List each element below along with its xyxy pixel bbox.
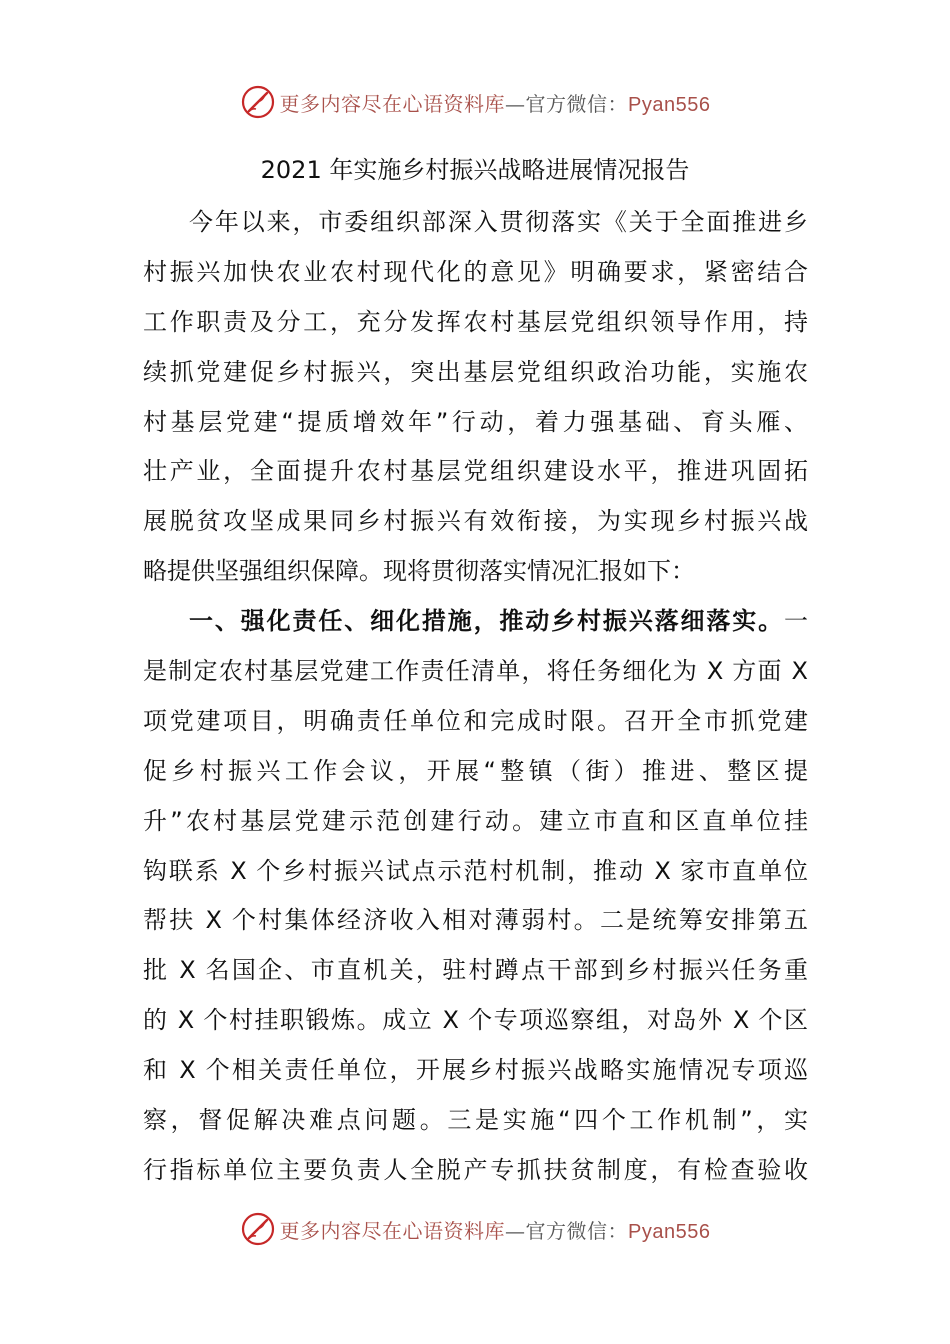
paragraph-line: 的 X 个村挂职锻炼。成立 X 个专项巡察组，对岛外 X 个区 <box>143 1006 808 1035</box>
paragraph-line: 批 X 名国企、市直机关，驻村蹲点干部到乡村振兴任务重 <box>143 956 808 985</box>
paragraph-line: 和 X 个相关责任单位，开展乡村振兴战略实施情况专项巡 <box>143 1056 808 1085</box>
quill-logo-icon <box>240 84 276 120</box>
watermark-text <box>280 88 711 117</box>
paragraph-line: 续抓党建促乡村振兴，突出基层党组织政治功能，实施农 <box>143 357 808 386</box>
paragraph-line: 工作职责及分工，充分发挥农村基层党组织领导作用，持 <box>143 307 808 336</box>
footer-watermark-banner <box>0 1207 950 1251</box>
paragraph-line: 展脱贫攻坚成果同乡村振兴有效衔接，为实现乡村振兴战 <box>143 507 808 536</box>
section-first-tail: 一 <box>784 607 808 636</box>
section-heading: 一、强化责任、细化措施，推动乡村振兴落细落实。 <box>189 607 784 636</box>
document-body <box>143 198 808 1196</box>
watermark-wechat-handle: Pyan556 <box>628 1220 711 1243</box>
watermark-separator-text: —官方微信： <box>505 91 629 116</box>
paragraph-line: 升”农村基层党建示范创建行动。建立市直和区直单位挂 <box>143 806 808 835</box>
watermark-main-text: 更多内容尽在心语资料库 <box>279 1218 506 1243</box>
paragraph-line: 是制定农村基层党建工作责任清单，将任务细化为 X 方面 X <box>143 657 808 686</box>
paragraph-line: 行指标单位主要负责人全脱产专抓扶贫制度，有检查验收 <box>143 1155 808 1184</box>
paragraph-line: 察，督促解决难点问题。三是实施“四个工作机制”，实 <box>143 1106 808 1135</box>
paragraph-line: 略提供坚强组织保障。现将贯彻落实情况汇报如下： <box>143 557 695 586</box>
watermark-wechat-handle: Pyan556 <box>628 93 711 116</box>
paragraph-line: 壮产业，全面提升农村基层党组织建设水平，推进巩固拓 <box>143 457 808 486</box>
watermark-text <box>280 1215 711 1244</box>
watermark-separator-text: —官方微信： <box>505 1218 629 1243</box>
paragraph-line: 项党建项目，明确责任单位和完成时限。召开全市抓党建 <box>143 706 808 735</box>
watermark-main-text: 更多内容尽在心语资料库 <box>279 91 506 116</box>
paragraph-line: 钩联系 X 个乡村振兴试点示范村机制，推动 X 家市直单位 <box>143 856 808 885</box>
paragraph-line: 村振兴加快农业农村现代化的意见》明确要求，紧密结合 <box>143 257 808 286</box>
paragraph-line: 村基层党建“提质增效年”行动，着力强基础、育头雁、 <box>143 407 808 436</box>
paragraph-line: 促乡村振兴工作会议，开展“整镇（街）推进、整区提 <box>143 756 808 785</box>
section-heading-line <box>143 597 808 647</box>
paragraph-line: 帮扶 X 个村集体经济收入相对薄弱村。二是统筹安排第五 <box>143 906 808 935</box>
header-watermark-banner <box>0 80 950 124</box>
document-title: 2021 年实施乡村振兴战略进展情况报告 <box>260 156 690 184</box>
paragraph-line: 今年以来，市委组织部深入贯彻落实《关于全面推进乡 <box>189 208 808 236</box>
quill-logo-icon <box>240 1211 276 1247</box>
